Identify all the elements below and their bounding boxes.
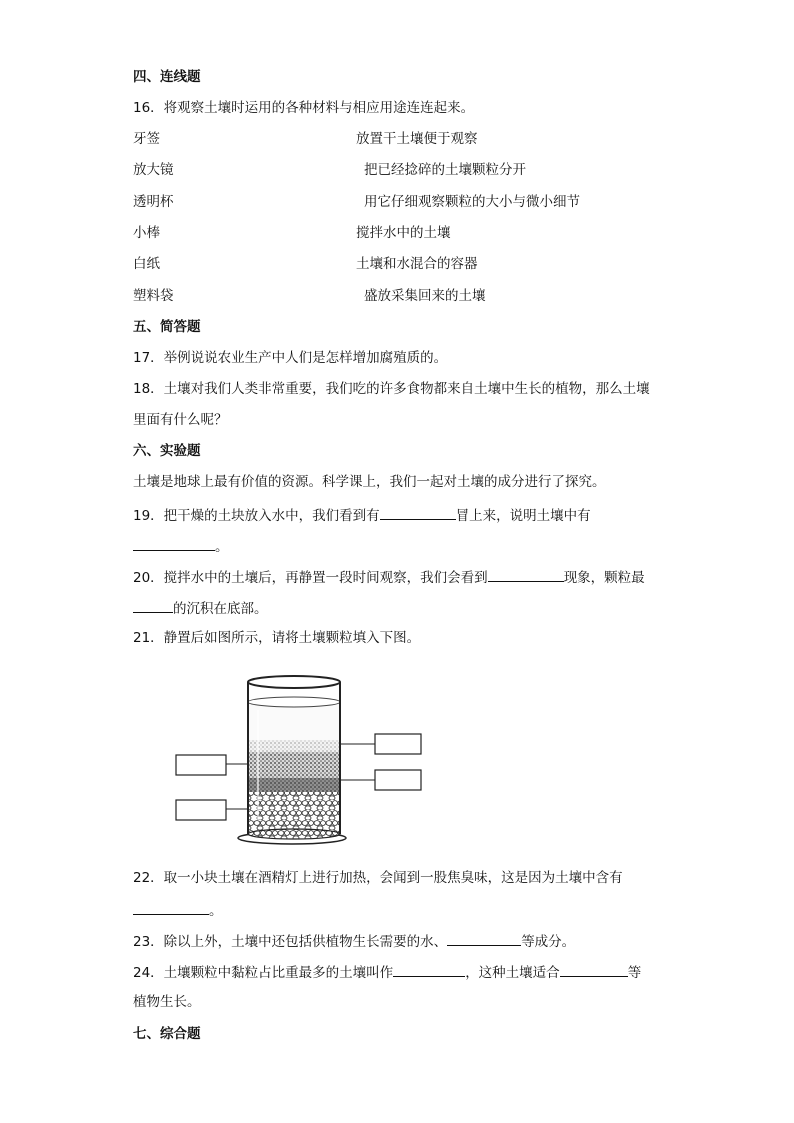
- pair-right-4: 搅拌水中的土壤: [356, 225, 451, 241]
- pair-left-4: 小棒: [133, 225, 160, 241]
- answer-blank-24b[interactable]: [560, 962, 628, 977]
- question-20-text-c: 的沉积在底部。: [173, 601, 268, 617]
- pair-right-1: 放置干土壤便于观察: [356, 131, 478, 147]
- question-18-line2: 里面有什么呢？: [133, 412, 228, 428]
- section-7-title: 七、综合题: [133, 1026, 201, 1042]
- question-19-text-a: 19．把干燥的土块放入水中，我们看到有: [133, 508, 380, 524]
- question-23-text-a: 23．除以上外，土壤中还包括供植物生长需要的水、: [133, 934, 448, 950]
- question-22-text-c: 。: [209, 903, 223, 919]
- question-23-text-b: 等成分。: [521, 934, 576, 950]
- pair-left-1: 牙签: [133, 131, 160, 147]
- pair-left-6: 塑料袋: [133, 288, 174, 304]
- pair-left-5: 白纸: [133, 256, 160, 272]
- label-box-lower-right[interactable]: [375, 770, 421, 790]
- label-box-upper-left[interactable]: [176, 755, 226, 775]
- experiment-intro: 土壤是地球上最有价值的资源。科学课上，我们一起对土壤的成分进行了探究。: [133, 474, 606, 490]
- label-box-lower-left[interactable]: [176, 800, 226, 820]
- question-21: 21．静置后如图所示，请将土壤颗粒填入下图。: [133, 630, 421, 646]
- question-19-text-b: 冒上来，说明土壤中有: [455, 508, 591, 524]
- question-23: [133, 931, 575, 951]
- question-19-line1: [133, 505, 591, 525]
- question-24-line1: [133, 962, 641, 982]
- question-24-text-c: 等: [627, 965, 642, 981]
- question-19-text-c: 。: [215, 539, 229, 555]
- question-16: 16．将观察土壤时运用的各种材料与相应用途连连起来。: [133, 100, 475, 116]
- pair-left-2: 放大镜: [133, 162, 174, 178]
- section-6-title: 六、实验题: [133, 443, 201, 459]
- beaker: [238, 676, 346, 844]
- question-22-line1: 22．取一小块土壤在酒精灯上进行加热，会闻到一股焦臭味，这是因为土壤中含有: [133, 870, 623, 886]
- pair-right-2: 把已经捻碎的土壤颗粒分开: [364, 162, 526, 178]
- answer-blank-24a[interactable]: [393, 962, 465, 977]
- section-4-title: 四、连线题: [133, 69, 201, 85]
- section-5-title: 五、简答题: [133, 319, 201, 335]
- label-box-upper-right[interactable]: [375, 734, 421, 754]
- answer-blank-19a[interactable]: [380, 505, 456, 520]
- question-20-text-a: 20．搅拌水中的土壤后，再静置一段时间观察，我们会看到: [133, 570, 488, 586]
- question-24-text-a: 24．土壤颗粒中黏粒占比重最多的土壤叫作: [133, 965, 394, 981]
- answer-blank-23[interactable]: [447, 931, 521, 946]
- question-18-line1: 18．土壤对我们人类非常重要，我们吃的许多食物都来自土壤中生长的植物，那么土壤: [133, 381, 650, 397]
- question-19-line2: [133, 536, 229, 556]
- question-22-line2: [133, 900, 223, 920]
- sediment-beaker-figure: [170, 670, 430, 850]
- pair-right-5: 土壤和水混合的容器: [356, 256, 478, 272]
- pair-right-6: 盛放采集回来的土壤: [364, 288, 486, 304]
- answer-blank-22[interactable]: [133, 900, 209, 915]
- answer-blank-20b[interactable]: [133, 598, 173, 613]
- answer-blank-20a[interactable]: [488, 567, 564, 582]
- pair-right-3: 用它仔细观察颗粒的大小与微小细节: [364, 194, 580, 210]
- question-17: 17．举例说说农业生产中人们是怎样增加腐殖质的。: [133, 350, 448, 366]
- question-20-text-b: 现象，颗粒最: [563, 570, 645, 586]
- question-20-line2: [133, 598, 268, 618]
- answer-blank-19b[interactable]: [133, 536, 215, 551]
- question-24-text-b: ，这种土壤适合: [465, 965, 560, 981]
- pair-left-3: 透明杯: [133, 194, 174, 210]
- question-20-line1: [133, 567, 645, 587]
- question-24-line2: 植物生长。: [133, 994, 201, 1010]
